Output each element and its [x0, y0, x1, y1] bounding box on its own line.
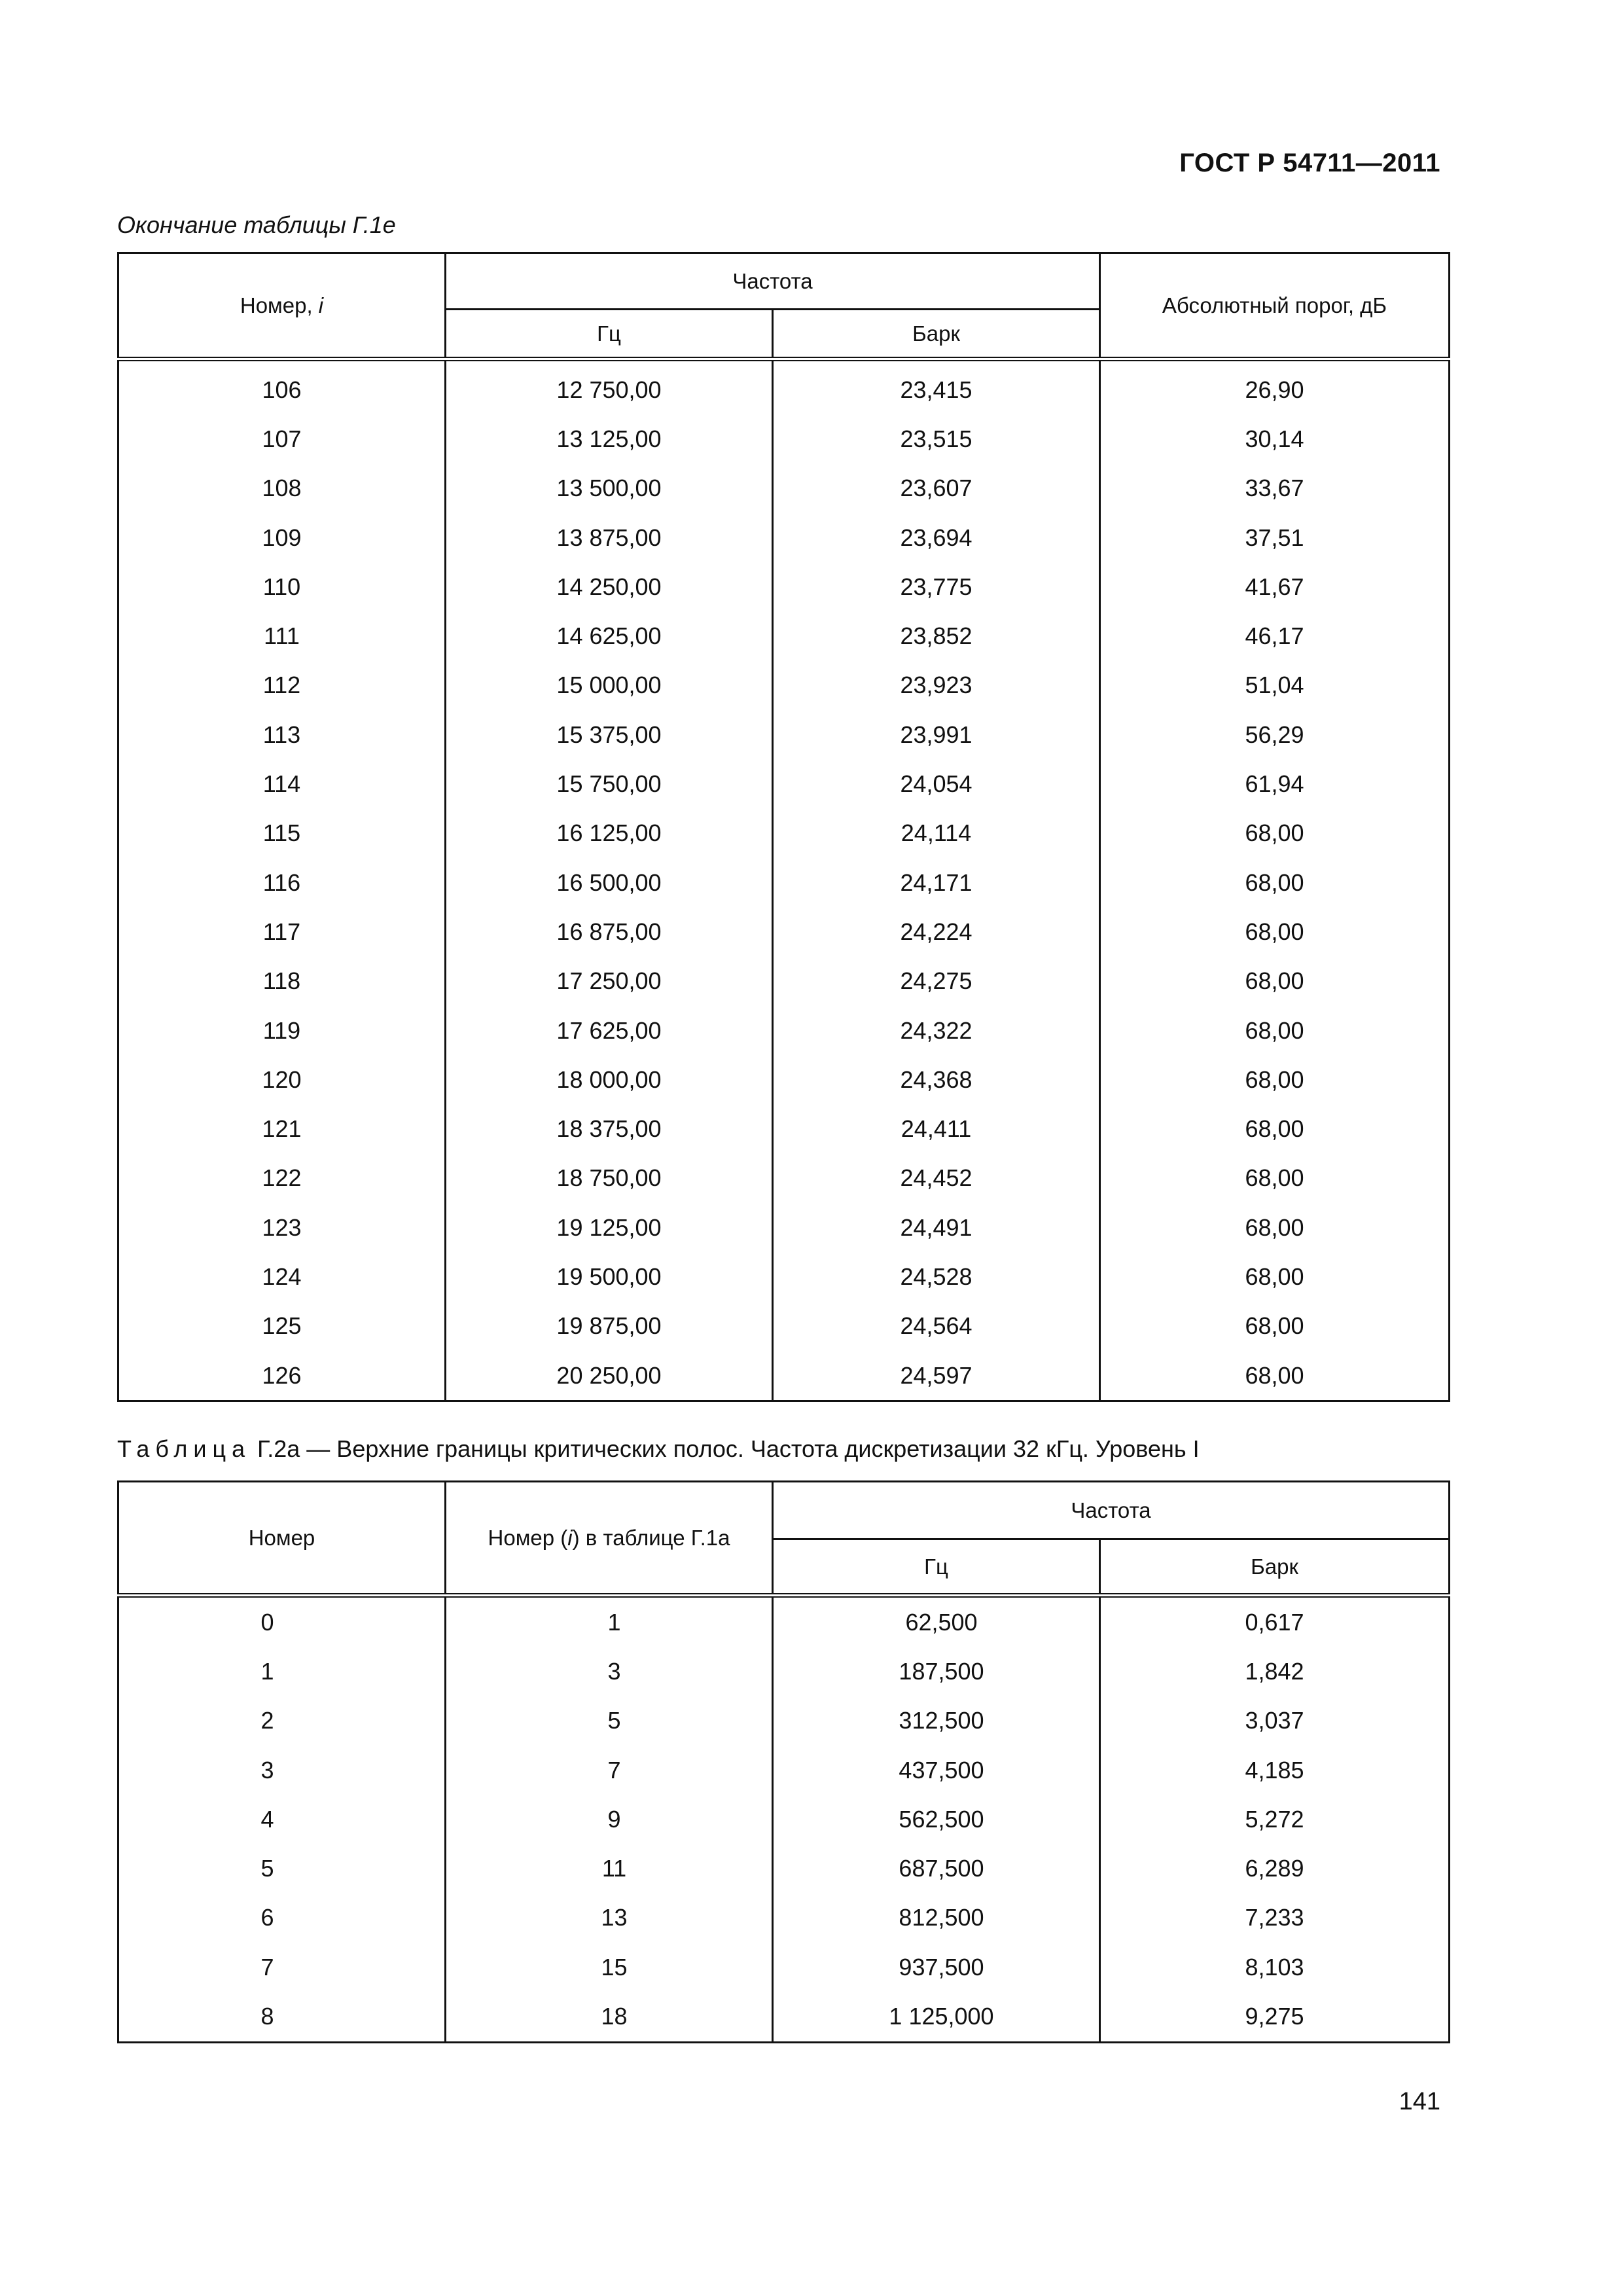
- table-cell: 11: [446, 1844, 773, 1893]
- table-row: [118, 1104, 1450, 1153]
- table-cell: 1: [118, 1647, 446, 1696]
- table-cell: 937,500: [773, 1943, 1100, 1992]
- table-row: [118, 1203, 1450, 1252]
- table-row: [118, 414, 1450, 463]
- table-cell: 13: [446, 1893, 773, 1943]
- table-cell: 3: [446, 1647, 773, 1696]
- page-number: 141: [1399, 2088, 1440, 2115]
- table-cell: 68,00: [1100, 1006, 1450, 1055]
- table-row: [118, 1252, 1450, 1301]
- table-row: [118, 513, 1450, 562]
- table-row: [118, 957, 1450, 1006]
- table-cell: 9: [446, 1795, 773, 1844]
- table-cell: 107: [118, 414, 446, 463]
- table-cell: 7,233: [1100, 1893, 1450, 1943]
- table-row: [118, 1992, 1450, 2042]
- table-cell: 15 375,00: [446, 710, 773, 759]
- table-cell: 12 750,00: [446, 359, 773, 415]
- table-cell: 51,04: [1100, 661, 1450, 710]
- table-cell: 23,694: [773, 513, 1100, 562]
- table-row: [118, 1746, 1450, 1795]
- table2-caption-label: Таблица: [117, 1435, 251, 1462]
- document-code: ГОСТ Р 54711—2011: [1179, 149, 1440, 177]
- table-row: [118, 562, 1450, 611]
- table-cell: 33,67: [1100, 464, 1450, 513]
- table-cell: 0: [118, 1596, 446, 1647]
- table-row: [118, 759, 1450, 808]
- header-frequency: Частота: [773, 1482, 1450, 1539]
- table-cell: 121: [118, 1104, 446, 1153]
- table-cell: 15 000,00: [446, 661, 773, 710]
- table-cell: 110: [118, 562, 446, 611]
- table-cell: 20 250,00: [446, 1351, 773, 1401]
- table-cell: 187,500: [773, 1647, 1100, 1696]
- table-cell: 119: [118, 1006, 446, 1055]
- table-cell: 68,00: [1100, 1203, 1450, 1252]
- table-row: [118, 1647, 1450, 1696]
- table-cell: 24,528: [773, 1252, 1100, 1301]
- table-cell: 68,00: [1100, 858, 1450, 907]
- table-cell: 14 625,00: [446, 611, 773, 660]
- table-cell: 68,00: [1100, 809, 1450, 858]
- header-bark: Барк: [773, 310, 1100, 359]
- table-cell: 18 375,00: [446, 1104, 773, 1153]
- table-cell: 24,171: [773, 858, 1100, 907]
- table-cell: 112: [118, 661, 446, 710]
- table-cell: 24,114: [773, 809, 1100, 858]
- table-cell: 24,411: [773, 1104, 1100, 1153]
- table-row: [118, 1302, 1450, 1351]
- table-cell: 109: [118, 513, 446, 562]
- table-cell: 2: [118, 1696, 446, 1746]
- table-row: [118, 359, 1450, 415]
- table-cell: 15: [446, 1943, 773, 1992]
- table-cell: 24,275: [773, 957, 1100, 1006]
- table-cell: 7: [118, 1943, 446, 1992]
- table-cell: 24,368: [773, 1055, 1100, 1104]
- table2-caption: [117, 1435, 1200, 1463]
- header-bark: Барк: [1100, 1539, 1450, 1596]
- table-cell: 116: [118, 858, 446, 907]
- table-cell: 19 500,00: [446, 1252, 773, 1301]
- table-cell: 126: [118, 1351, 446, 1401]
- table-cell: 0,617: [1100, 1596, 1450, 1647]
- table-cell: 5: [118, 1844, 446, 1893]
- table2-caption-text: Г.2а — Верхние границы критических полос. Частота дискретизации 32 кГц. Уровень I: [251, 1435, 1200, 1462]
- table-cell: 18: [446, 1992, 773, 2042]
- table-cell: 37,51: [1100, 513, 1450, 562]
- table-row: [118, 1351, 1450, 1401]
- table-cell: 114: [118, 759, 446, 808]
- table-cell: 3: [118, 1746, 446, 1795]
- table-cell: 6: [118, 1893, 446, 1943]
- table-row: [118, 1006, 1450, 1055]
- table-cell: 26,90: [1100, 359, 1450, 415]
- table-cell: 23,515: [773, 414, 1100, 463]
- table-cell: 812,500: [773, 1893, 1100, 1943]
- table-cell: 23,607: [773, 464, 1100, 513]
- table-cell: 5,272: [1100, 1795, 1450, 1844]
- header-number-in-table-g1a: Номер (i) в таблице Г.1а: [446, 1482, 773, 1596]
- table-cell: 117: [118, 907, 446, 956]
- table-cell: 18 000,00: [446, 1055, 773, 1104]
- table-cell: 23,415: [773, 359, 1100, 415]
- table-row: [118, 1844, 1450, 1893]
- table-cell: 16 500,00: [446, 858, 773, 907]
- table-cell: 41,67: [1100, 562, 1450, 611]
- table-cell: 123: [118, 1203, 446, 1252]
- table-row: [118, 661, 1450, 710]
- table-cell: 120: [118, 1055, 446, 1104]
- table-row: [118, 907, 1450, 956]
- table-cell: 62,500: [773, 1596, 1100, 1647]
- table-cell: 17 625,00: [446, 1006, 773, 1055]
- table-cell: 23,991: [773, 710, 1100, 759]
- table-cell: 16 125,00: [446, 809, 773, 858]
- table-g1e: [117, 252, 1450, 1402]
- table-cell: 56,29: [1100, 710, 1450, 759]
- table-row: [118, 1596, 1450, 1647]
- table-row: [118, 1795, 1450, 1844]
- table-cell: 118: [118, 957, 446, 1006]
- table-cell: 562,500: [773, 1795, 1100, 1844]
- table-cell: 46,17: [1100, 611, 1450, 660]
- table-cell: 3,037: [1100, 1696, 1450, 1746]
- table-row: [118, 809, 1450, 858]
- table-cell: 14 250,00: [446, 562, 773, 611]
- table-cell: 61,94: [1100, 759, 1450, 808]
- table-cell: 24,322: [773, 1006, 1100, 1055]
- table-cell: 18 750,00: [446, 1154, 773, 1203]
- table-cell: 68,00: [1100, 1055, 1450, 1104]
- table-cell: 5: [446, 1696, 773, 1746]
- table-cell: 108: [118, 464, 446, 513]
- table-row: [118, 611, 1450, 660]
- table-cell: 4,185: [1100, 1746, 1450, 1795]
- table-cell: 24,224: [773, 907, 1100, 956]
- table-cell: 687,500: [773, 1844, 1100, 1893]
- table-cell: 68,00: [1100, 957, 1450, 1006]
- table-cell: 17 250,00: [446, 957, 773, 1006]
- table-cell: 16 875,00: [446, 907, 773, 956]
- table-cell: 68,00: [1100, 1252, 1450, 1301]
- table-cell: 68,00: [1100, 1154, 1450, 1203]
- table-g2a: [117, 1480, 1450, 2043]
- header-number: Номер, i: [118, 253, 446, 359]
- header-absolute-threshold: Абсолютный порог, дБ: [1100, 253, 1450, 359]
- table-cell: 68,00: [1100, 1351, 1450, 1401]
- table-cell: 4: [118, 1795, 446, 1844]
- table-cell: 19 875,00: [446, 1302, 773, 1351]
- table-cell: 30,14: [1100, 414, 1450, 463]
- table-cell: 24,452: [773, 1154, 1100, 1203]
- table-cell: 13 125,00: [446, 414, 773, 463]
- table-cell: 8,103: [1100, 1943, 1450, 1992]
- table-cell: 68,00: [1100, 1104, 1450, 1153]
- table-cell: 9,275: [1100, 1992, 1450, 2042]
- table-cell: 7: [446, 1746, 773, 1795]
- header-hz: Гц: [773, 1539, 1100, 1596]
- table-cell: 13 875,00: [446, 513, 773, 562]
- header-hz: Гц: [446, 310, 773, 359]
- table-row: [118, 710, 1450, 759]
- table-row: [118, 1154, 1450, 1203]
- table-cell: 1 125,000: [773, 1992, 1100, 2042]
- table-cell: 68,00: [1100, 907, 1450, 956]
- table-cell: 13 500,00: [446, 464, 773, 513]
- table-cell: 124: [118, 1252, 446, 1301]
- table-cell: 24,054: [773, 759, 1100, 808]
- table-cell: 68,00: [1100, 1302, 1450, 1351]
- table-cell: 1,842: [1100, 1647, 1450, 1696]
- table-cell: 24,564: [773, 1302, 1100, 1351]
- table-cell: 23,852: [773, 611, 1100, 660]
- table-cell: 19 125,00: [446, 1203, 773, 1252]
- table-cell: 23,923: [773, 661, 1100, 710]
- table-cell: 24,597: [773, 1351, 1100, 1401]
- header-number: Номер: [118, 1482, 446, 1596]
- table-cell: 6,289: [1100, 1844, 1450, 1893]
- table-cell: 312,500: [773, 1696, 1100, 1746]
- table-row: [118, 858, 1450, 907]
- table-cell: 115: [118, 809, 446, 858]
- table1-caption: Окончание таблицы Г.1е: [117, 211, 396, 238]
- table-cell: 111: [118, 611, 446, 660]
- header-frequency: Частота: [446, 253, 1100, 310]
- table-row: [118, 1943, 1450, 1992]
- table-cell: 1: [446, 1596, 773, 1647]
- table-row: [118, 464, 1450, 513]
- table-cell: 15 750,00: [446, 759, 773, 808]
- table-cell: 113: [118, 710, 446, 759]
- table-cell: 437,500: [773, 1746, 1100, 1795]
- table-cell: 122: [118, 1154, 446, 1203]
- table-cell: 24,491: [773, 1203, 1100, 1252]
- table-cell: 125: [118, 1302, 446, 1351]
- table-cell: 106: [118, 359, 446, 415]
- table-row: [118, 1893, 1450, 1943]
- table-row: [118, 1696, 1450, 1746]
- table-cell: 23,775: [773, 562, 1100, 611]
- table-cell: 8: [118, 1992, 446, 2042]
- table-row: [118, 1055, 1450, 1104]
